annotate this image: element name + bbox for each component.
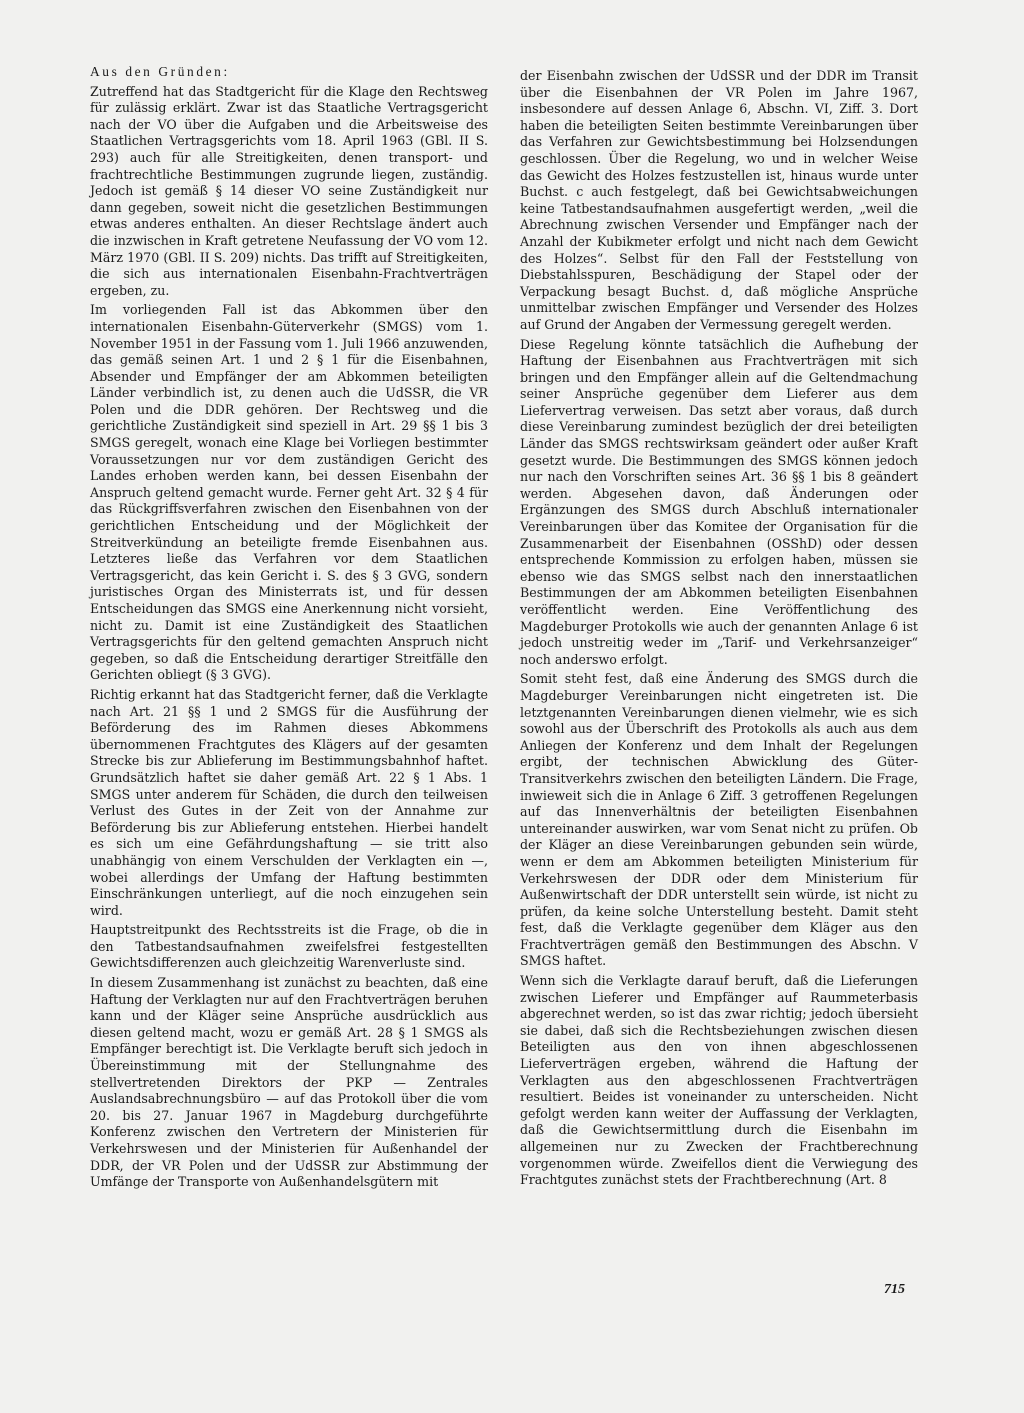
page-number: 715 (884, 1282, 905, 1297)
paragraph: Im vorliegenden Fall ist das Abkommen über den internationalen Eisenbahn-Güterverkehr (SMGS) vom 1. November 1951 in der Fassung vom 1. Juli 1966 anzuwenden, das gemäß seinen Art. 1 und 2 § 1 für die Eisenbahnen, Absender und Empfänger der am Abkommen beteiligten Länder verbindlich ist, zu denen auch die UdSSR, die VR Polen und die DDR gehören. Der Rechtsweg und die gerichtliche Zuständigkeit sind speziell in Art. 29 §§ 1 bis 3 SMGS geregelt, wonach eine Klage bei Vorliegen bestimmter Voraussetzungen nur vor dem zuständigen Gericht des Landes erhoben werden kann, bei dessen Eisenbahn der Anspruch geltend gemacht wurde. Ferner geht Art. 32 § 4 für das Rückgriffsverfahren zwischen den Eisenbahnen von der gerichtlichen Entscheidung und der Möglichkeit der Streitverkündung an beteiligte fremde Eisenbahnen aus. Letzteres ließe das Verfahren vor dem Staatlichen Vertragsgericht, das kein Gericht i. S. des § 3 GVG, sondern juristisches Organ des Ministerrats ist, und für dessen Entscheidungen das SMGS eine Anerkennung nicht vorsieht, nicht zu. Damit ist eine Zuständigkeit des Staatlichen Vertragsgerichts für den geltend gemachten Anspruch nicht gegeben, so daß die Entscheidung derartiger Streitfälle den Gerichten obliegt (§ 3 GVG). (90, 302, 488, 683)
paragraph: Wenn sich die Verklagte darauf beruft, daß die Lieferungen zwischen Lieferer und Empfänger auf Raummeterbasis abgerechnet werden, so ist das zwar richtig; jedoch übersieht sie dabei, daß sich die Rechtsbeziehungen zwischen diesen Beteiligten aus den von ihnen abgeschlossenen Lieferverträgen ergeben, während die Haftung der Verklagten aus den abgeschlossenen Frachtverträgen resultiert. Beides ist voneinander zu unterscheiden. Nicht gefolgt werden kann weiter der Auffassung der Verklagten, daß die Gewichtsermittlung durch die Eisenbahn im allgemeinen nur zu Zwecken der Frachtberechnung vorgenommen würde. Zweifellos dient die Verwiegung des Frachtgutes zunächst stets der Frachtberechnung (Art. 8 (520, 973, 918, 1188)
paragraph: Hauptstreitpunkt des Rechtsstreits ist die Frage, ob die in den Tatbestandsaufnahmen zweifelsfrei festgestellten Gewichtsdifferenzen auch gleichzeitig Warenverluste sind. (90, 922, 488, 971)
right-column (520, 68, 918, 1192)
left-column (90, 64, 488, 1194)
paragraph: In diesem Zusammenhang ist zunächst zu beachten, daß eine Haftung der Verklagten nur auf den Frachtverträgen beruhen kann und der Kläger seine Ansprüche ausdrücklich aus diesen geltend macht, wozu er gemäß Art. 28 § 1 SMGS als Empfänger berechtigt ist. Die Verklagte beruft sich jedoch in Übereinstimmung mit der Stellungnahme des stellvertretenden Direktors der PKP — Zentrales Auslandsabrechnungsbüro — auf das Protokoll über die vom 20. bis 27. Januar 1967 in Magdeburg durchgeführte Konferenz zwischen den Vertretern der Ministerien für Verkehrswesen und der Ministerien für Außenhandel der DDR, der VR Polen und der UdSSR zur Abstimmung der Umfänge der Transporte von Außenhandelsgütern mit (90, 975, 488, 1190)
paragraph: Diese Regelung könnte tatsächlich die Aufhebung der Haftung der Eisenbahnen aus Frachtverträgen mit sich bringen und den Empfänger allein auf die Geltendmachung seiner Ansprüche gegenüber dem Lieferer aus dem Liefervertrag verweisen. Das setzt aber voraus, daß durch diese Vereinbarung zumindest bezüglich der drei beteiligten Länder das SMGS rechtswirksam geändert oder außer Kraft gesetzt wurde. Die Bestimmungen des SMGS können jedoch nur nach den Vorschriften seines Art. 36 §§ 1 bis 8 geändert werden. Abgesehen davon, daß Änderungen oder Ergänzungen des SMGS durch Abschluß internationaler Vereinbarungen über das Komitee der Organisation für die Zusammenarbeit der Eisenbahnen (OSShD) oder dessen entsprechende Kommission zu erfolgen haben, müssen sie ebenso wie das SMGS selbst nach den innerstaatlichen Bestimmungen der am Abkommen beteiligten Eisenbahnen veröffentlicht werden. Eine Veröffentlichung des Magdeburger Protokolls wie auch der genannten Anlage 6 ist jedoch unstreitig weder im „Tarif- und Verkehrsanzeiger“ noch anderswo erfolgt. (520, 336, 918, 667)
paragraph: Zutreffend hat das Stadtgericht für die Klage den Rechtsweg für zulässig erklärt. Zwar ist das Staatliche Vertragsgericht nach der VO über die Aufgaben und die Arbeitsweise des Staatlichen Vertragsgerichts vom 18. April 1963 (GBl. II S. 293) auch für alle Streitigkeiten, denen transport- und frachtrechtliche Bestimmungen zugrunde liegen, zuständig. Jedoch ist gemäß § 14 dieser VO seine Zuständigkeit nur dann gegeben, soweit nicht die gesetzlichen Bestimmungen etwas anderes enthalten. An dieser Rechtslage ändert auch die inzwischen in Kraft getretene Neufassung der VO vom 12. März 1970 (GBl. II S. 209) nichts. Das trifft auf Streitigkeiten, die sich aus internationalen Eisenbahn-Frachtverträgen ergeben, zu. (90, 83, 488, 298)
paragraph: Somit steht fest, daß eine Änderung des SMGS durch die Magdeburger Vereinbarungen nicht eingetreten ist. Die letztgenannten Vereinbarungen dienen vielmehr, wie es sich sowohl aus der Überschrift des Protokolls als auch aus dem Anliegen der Konferenz und dem Inhalt der Regelungen ergibt, der technischen Abwicklung des Güter-Transitverkehrs zwischen den beteiligten Ländern. Die Frage, inwieweit sich die in Anlage 6 Ziff. 3 getroffenen Regelungen auf das Innenverhältnis der beteiligten Eisenbahnen untereinander auswirken, war vom Senat nicht zu prüfen. Ob der Kläger an diese Vereinbarungen gebunden sein würde, wenn er dem am Abkommen beteiligten Ministerium für Verkehrswesen der DDR oder dem Ministerium für Außenwirtschaft der DDR unterstellt sein würde, ist nicht zu prüfen, da keine solche Unterstellung besteht. Damit steht fest, daß die Verklagte gegenüber dem Kläger aus den Frachtverträgen gemäß den Bestimmungen des Abschn. V SMGS haftet. (520, 671, 918, 969)
paragraph: der Eisenbahn zwischen der UdSSR und der DDR im Transit über die Eisenbahnen der VR Polen im Jahre 1967, insbesondere auf dessen Anlage 6, Abschn. VI, Ziff. 3. Dort haben die beteiligten Seiten bestimmte Vereinbarungen über das Verfahren zur Gewichtsbestimmung bei Holzsendungen geschlossen. Über die Regelung, wo und in welcher Weise das Gewicht des Holzes festzustellen ist, hinaus wurde unter Buchst. c auch festgelegt, daß bei Gewichtsabweichungen keine Tatbestandsaufnahmen ausgefertigt werden, „weil die Abrechnung zwischen Versender und Empfänger nach der Anzahl der Kubikmeter erfolgt und nicht nach dem Gewicht des Holzes“. Selbst für den Fall der Feststellung von Diebstahlsspuren, Beschädigung der Stapel oder der Verpackung besagt Buchst. d, daß mögliche Ansprüche unmittelbar zwischen Empfänger und Versender des Holzes auf Grund der Angaben der Vermessung geregelt werden. (520, 68, 918, 332)
paragraph: Richtig erkannt hat das Stadtgericht ferner, daß die Verklagte nach Art. 21 §§ 1 und 2 SMGS für die Ausführung der Beförderung des im Rahmen dieses Abkommens übernommenen Frachtgutes des Klägers auf der gesamten Strecke bis zur Ablieferung im Bestimmungsbahnhof haftet. Grundsätzlich haftet sie daher gemäß Art. 22 § 1 Abs. 1 SMGS unter anderem für Schäden, die durch den teilweisen Verlust des Gutes in der Zeit von der Annahme zur Beförderung bis zur Ablieferung entstehen. Hierbei handelt es sich um eine Gefährdungshaftung — sie tritt also unabhängig von einem Verschulden der Verklagten ein —, wobei allerdings der Umfang der Haftung bestimmten Einschränkungen unterliegt, auf die noch einzugehen sein wird. (90, 686, 488, 918)
section-heading: Aus den Gründen: (90, 64, 230, 79)
